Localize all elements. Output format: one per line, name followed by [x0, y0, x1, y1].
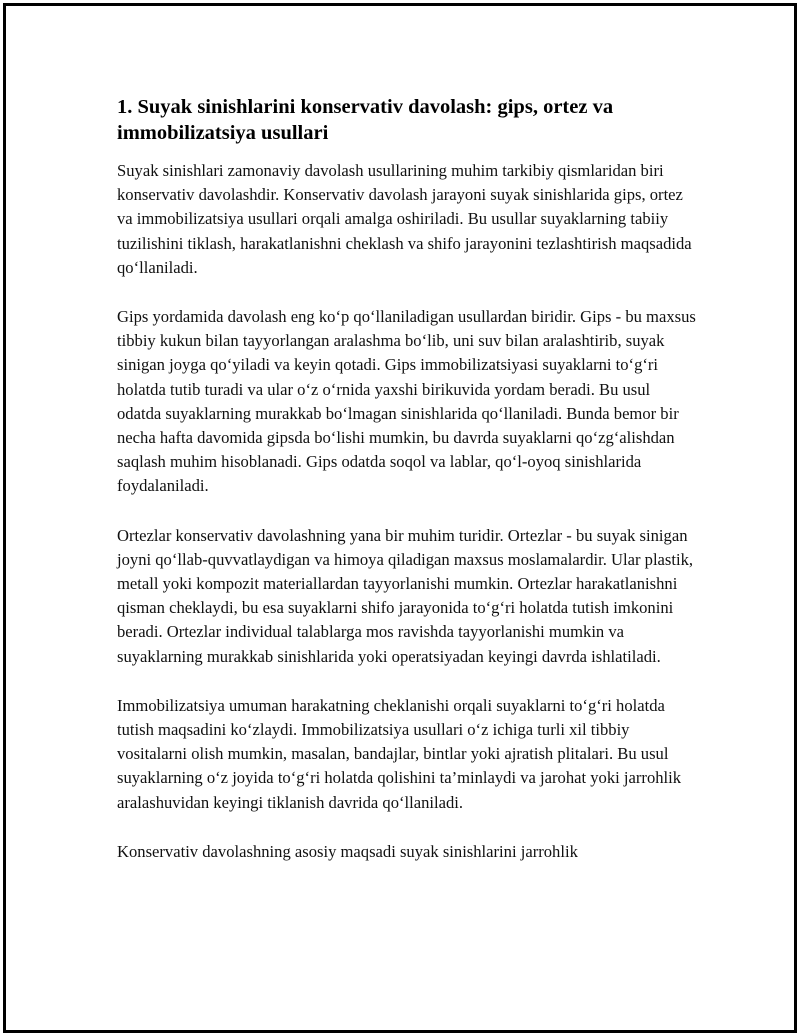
paragraph-intro: Suyak sinishlari zamonaviy davolash usullarining muhim tarkibiy qismlaridan biri konservativ davolashdir. Konservativ davolash jarayoni suyak sinishlarida gips, ortez va immobilizatsiya usullari orqali amalga oshiriladi. Bu usullar suyaklarning tabiiy tuzilishini tiklash, harakatlanishni cheklash va shifo jarayonini tezlashtirish maqsadida qo‘llaniladi.	[117, 161, 692, 277]
document-body	[117, 94, 697, 889]
paragraph-immobilizatsiya: Immobilizatsiya umuman harakatning cheklanishi orqali suyaklarni to‘g‘ri holatda tutish maqsadini ko‘zlaydi. Immobilizatsiya usullari o‘z ichiga turli xil tibbiy vositalarni olish mumkin, masalan, bandajlar, bintlar yoki ajratish plitalari. Bu usul suyaklarning o‘z joyida to‘g‘ri holatda qolishini ta’minlaydi va jarohat yoki jarrohlik aralashuvidan keyingi tiklanish davrida qo‘llaniladi.	[117, 695, 682, 812]
paragraph-gips: Gips yordamida davolash eng ko‘p qo‘llaniladigan usullardan biridir. Gips - bu maxsus tibbiy kukun bilan tayyorlangan aralashma bo‘lib, uni suv bilan aralashtirib, suyak sinigan joyga qo‘yiladi va keyin qotadi. Gips immobilizatsiyasi suyaklarni to‘g‘ri holatda tutib turadi va ular o‘z o‘rnida yaxshi birikuvida yordam beradi. Bu usul odatda suyaklarning murakkab bo‘lmagan sinishlarida qo‘llaniladi. Bunda bemor bir necha hafta davomida gipsda bo‘lishi mumkin, bu davrda suyaklarni qo‘zg‘alishdan saqlash muhim hisoblanadi. Gips odatda soqol va lablar, qo‘l-oyoq sinishlarida foydalaniladi.	[117, 307, 696, 496]
section-heading: 1. Suyak sinishlarini konservativ davolash: gips, ortez va immobilizatsiya usullari	[117, 96, 614, 144]
paragraph-ortez: Ortezlar konservativ davolashning yana bir muhim turidir. Ortezlar - bu suyak sinigan joyni qo‘llab-quvvatlaydigan va himoya qiladigan maxsus moslamalardir. Ular plastik, metall yoki kompozit materiallardan tayyorlanishi mumkin. Ortezlar harakatlanishni qisman cheklaydi, bu esa suyaklarni shifo jarayonida to‘g‘ri holatda tutish imkonini beradi. Ortezlar individual talablarga mos ravishda tayyorlanishi mumkin va suyaklarning murakkab sinishlarida yoki operatsiyadan keyingi davrda ishlatiladi.	[117, 525, 694, 666]
paragraph-conclusion-start: Konservativ davolashning asosiy maqsadi suyak sinishlarini jarrohlik	[117, 841, 578, 861]
